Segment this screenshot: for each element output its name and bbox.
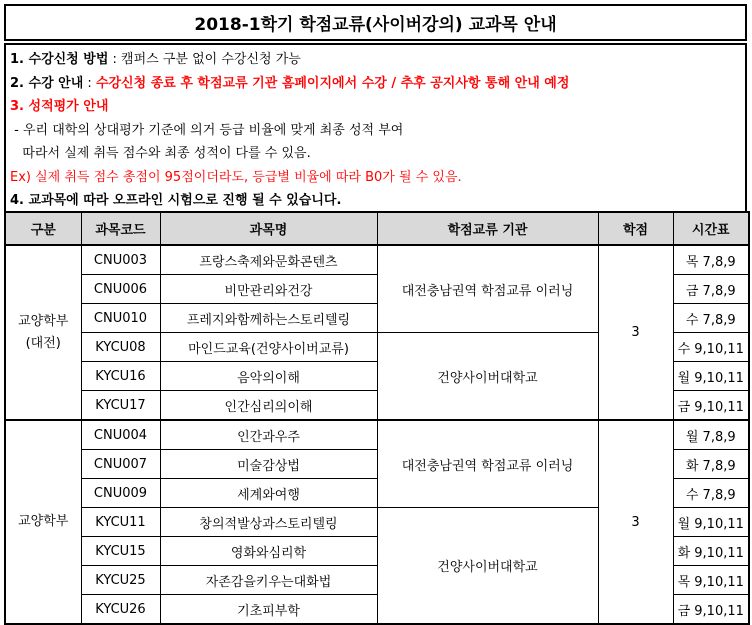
table-row	[5, 420, 749, 450]
group-sublabel: (대전)	[25, 335, 61, 351]
timetable-cell: 수 9,10,11	[673, 333, 749, 362]
timetable-cell: 금 9,10,11	[673, 391, 749, 421]
notice-line-7: 4. 교과목에 따라 오프라인 시험으로 진행 될 수 있습니다.	[10, 193, 342, 208]
timetable-cell: 목 9,10,11	[673, 566, 749, 595]
course-name: 기초피부학	[160, 595, 377, 625]
notice-line-2	[10, 72, 745, 96]
course-name: 미술감상법	[160, 450, 377, 479]
timetable-cell: 월 9,10,11	[673, 508, 749, 537]
course-name: 인간심리의이해	[160, 391, 377, 421]
header-timetable: 시간표	[673, 212, 749, 245]
course-name: 비만관리와건강	[160, 275, 377, 304]
notice-2-heading: 2. 수강 안내	[10, 75, 84, 91]
page-title: 2018-1학기 학점교류(사이버강의) 교과목 안내	[4, 4, 747, 41]
timetable-cell: 월 7,8,9	[673, 420, 749, 450]
course-code: KYCU16	[81, 362, 160, 391]
course-name: 인간과우주	[160, 420, 377, 450]
credit-cell: 3	[598, 245, 673, 420]
course-code: KYCU08	[81, 333, 160, 362]
notice-line-4: - 우리 대학의 상대평가 기준에 의거 등급 비율에 맞게 최종 성적 부여	[10, 122, 404, 138]
institution-cell: 건양사이버대학교	[377, 508, 598, 625]
header-code: 과목코드	[81, 212, 160, 245]
notice-2-text: 수강신청 종료 후 학점교류 기관 홈페이지에서 수강 / 추후 공지사항 통해 안내 예정	[95, 75, 570, 91]
group-label: 교양학부	[18, 313, 69, 329]
course-code: KYCU11	[81, 508, 160, 537]
course-code: CNU010	[81, 304, 160, 333]
course-name: 세계와여행	[160, 479, 377, 508]
notice-2-sep: :	[83, 75, 96, 91]
header-category: 구분	[5, 212, 81, 245]
course-code: KYCU25	[81, 566, 160, 595]
notice-1-heading: 1. 수강신청 방법	[10, 52, 109, 67]
notice-line-1	[10, 48, 745, 72]
course-name: 음악의이해	[160, 362, 377, 391]
timetable-cell: 화 7,8,9	[673, 450, 749, 479]
header-course-name: 과목명	[160, 212, 377, 245]
timetable-cell: 수 7,8,9	[673, 304, 749, 333]
course-code: KYCU17	[81, 391, 160, 421]
course-code: CNU003	[81, 245, 160, 275]
course-table	[4, 211, 750, 625]
institution-cell: 건양사이버대학교	[377, 333, 598, 421]
course-name: 마인드교육(건양사이버교류)	[160, 333, 377, 362]
institution-cell: 대전충남권역 학점교류 이러닝	[377, 245, 598, 333]
timetable-cell: 월 9,10,11	[673, 362, 749, 391]
course-code: CNU006	[81, 275, 160, 304]
course-code: CNU007	[81, 450, 160, 479]
timetable-cell: 목 7,8,9	[673, 245, 749, 275]
timetable-cell: 금 7,8,9	[673, 275, 749, 304]
table-header-row	[5, 212, 749, 245]
notice-line-6: Ex) 실제 취득 점수 총점이 95점이더라도, 등급별 비율에 따라 B0가 될 수 있음.	[10, 169, 462, 185]
notice-box	[4, 43, 747, 213]
course-name: 프랑스축제와문화콘텐츠	[160, 245, 377, 275]
course-name: 영화와심리학	[160, 537, 377, 566]
course-code: CNU009	[81, 479, 160, 508]
course-name: 자존감을키우는대화법	[160, 566, 377, 595]
course-code: CNU004	[81, 420, 160, 450]
credit-cell: 3	[598, 420, 673, 624]
course-name: 창의적발상과스토리텔링	[160, 508, 377, 537]
course-code: KYCU26	[81, 595, 160, 625]
notice-line-5: 따라서 실제 취득 점수와 최종 성적이 다를 수 있음.	[10, 146, 311, 161]
table-row	[5, 245, 749, 275]
notice-line-3: 3. 성적평가 안내	[10, 99, 109, 114]
institution-cell: 대전충남권역 학점교류 이러닝	[377, 420, 598, 508]
timetable-cell: 화 9,10,11	[673, 537, 749, 566]
timetable-cell: 수 7,8,9	[673, 479, 749, 508]
notice-1-text: : 캠퍼스 구분 없이 수강신청 가능	[108, 52, 301, 67]
group-cell-general: 교양학부	[5, 420, 81, 624]
header-institution: 학점교류 기관	[377, 212, 598, 245]
header-credit: 학점	[598, 212, 673, 245]
course-code: KYCU15	[81, 537, 160, 566]
course-name: 프레지와함께하는스토리텔링	[160, 304, 377, 333]
group-cell-daejeon	[5, 245, 81, 420]
timetable-cell: 금 9,10,11	[673, 595, 749, 625]
